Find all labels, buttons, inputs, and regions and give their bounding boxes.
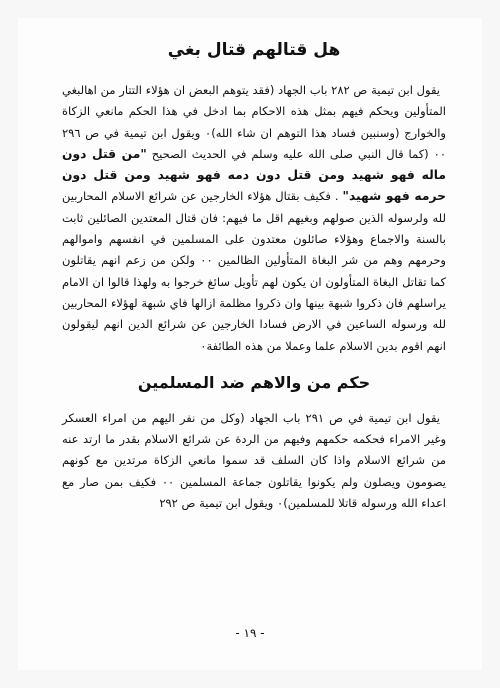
hadith-quote: "من قتل دون ماله فهو شهيد ومن قتل دون دمه فهو شهيد ومن قتل دون حرمه فهو شهيد" — [62, 146, 446, 204]
paragraph-part: . فكيف بقتال هؤلاء الخارجين عن شرائع الاسلام المحاربين لله ولرسوله الذين صولهم وبغيهم اقل ما فيهم: فان قتال المعتدين الصائلين ثابت بالسنة والاجماع وهؤلاء صائلون معتدون على المسلمين في انفسهم واموالهم وحرمهم وهم من شر البغاة المتأولين الظالمين ٠٠ ولكن من زعم انهم يقاتلون كما تقاتل البغاة المتأولون ان يكون لهم تأويل سائغ خرجوا به ولهذا قالوا ان الامام يراسلهم فان ذكروا شبهة بينها وان ذكروا مظلمة ازالها فاي شبهة لهؤلاء المحاربين لله ورسوله الساعين في الارض فسادا الخارجين عن شرائع الدين انهم ليقولون انهم اقوم بدين الاسلام علما وعملا من هذه الطائفة٠ — [62, 189, 446, 353]
section-title: هل قتالهم قتال بغي — [167, 40, 341, 60]
section-title-2: حكم من والاهم ضد المسلمين — [137, 372, 371, 392]
paragraph-part: يقول ابن تيمية ص ٢٨٢ باب الجهاد (فقد يتوهم البعض ان هؤلاء التتار من اهالبغي المتأولين ويحكم فيهم بمثل هذه الاحكام بما ادخل في هذا الحكم مانعي الزكاة والخوارج (وسنبين فساد هذا التوهم ان شاء الله)٠ ويقول ابن تيمية في ص ٢٩٦ ٠٠ (كما قال النبي صلى الله عليه وسلم في الحديث الصحيح — [62, 83, 446, 161]
document-page — [18, 18, 482, 670]
page-content — [62, 40, 446, 514]
body-text — [62, 80, 446, 357]
page-number: - ١٩ - — [235, 626, 265, 640]
body-text-2: يقول ابن تيمية في ص ٢٩١ باب الجهاد (وكل من نفر اليهم من امراء العسكر وغير الامراء فحكمه حكمهم وفيهم من الردة عن شرائع الاسلام بقدر ما ارتد عنه من شرائع الاسلام واذا كان السلف قد سموا مانعي الزكاة مرتدين مع كونهم يصومون ويصلون ولم يكونوا يقاتلون جماعة المسلمين ٠٠ فكيف بمن صار مع اعداء الله ورسوله قاتلا للمسلمين)٠ ويقول ابن تيمية ص ٢٩٢ — [62, 410, 446, 511]
